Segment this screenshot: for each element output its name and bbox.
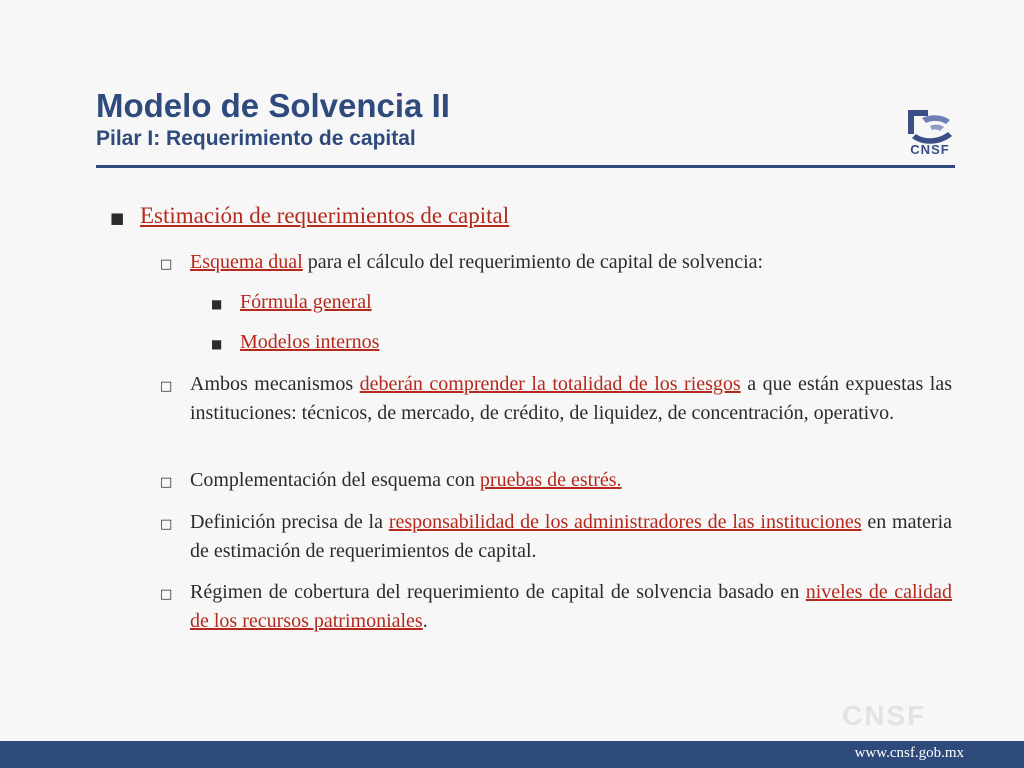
item-text: para el cálculo del requerimiento de capital de solvencia: (302, 251, 764, 273)
hollow-square-bullet-icon: □ (160, 257, 173, 272)
logo-text: CNSF (910, 142, 950, 157)
item-text: Definición precisa de la (190, 511, 389, 533)
item-text: . (422, 610, 428, 632)
item-text: Ambos mecanismos (190, 373, 360, 395)
link-responsabilidad-administradores[interactable]: responsabilidad de los administradores de las instituciones (388, 511, 862, 533)
filled-square-bullet-icon: ■ (211, 337, 223, 351)
list-item (190, 248, 952, 277)
link-modelos-internos[interactable]: Modelos internos (240, 331, 380, 353)
list-item (190, 508, 952, 566)
item-text: en materia de estimación de requerimientos de capital. (190, 511, 953, 562)
list-item (190, 578, 952, 636)
hollow-square-bullet-icon: □ (160, 587, 173, 602)
link-estimacion-requerimientos[interactable]: Estimación de requerimientos de capital (140, 203, 510, 228)
hollow-square-bullet-icon: □ (160, 475, 173, 490)
footer-bar (0, 741, 1024, 768)
cnsf-logo-icon (900, 104, 960, 144)
slide-title: Modelo de Solvencia II (96, 87, 450, 124)
list-item (240, 328, 940, 357)
link-totalidad-riesgos[interactable]: deberán comprender la totalidad de los riesgos (359, 373, 741, 395)
link-pruebas-estres[interactable]: pruebas de estrés. (479, 469, 622, 491)
link-niveles-calidad[interactable]: niveles de calidad de los recursos patrimoniales (190, 581, 952, 632)
slide-subtitle: Pilar I: Requerimiento de capital (96, 127, 416, 150)
cnsf-logo (900, 104, 960, 158)
title-divider (96, 165, 955, 168)
list-item (240, 288, 940, 317)
item-text: Régimen de cobertura del requerimiento de capital de solvencia basado en (190, 581, 806, 603)
list-item (190, 370, 952, 428)
list-item (190, 466, 952, 495)
slide-header (96, 88, 450, 152)
footer-url-link[interactable]: www.cnsf.gob.mx (854, 745, 964, 761)
list-item (140, 201, 960, 231)
item-text: a que están expuestas las instituciones: técnicos, de mercado, de crédito, de liquidez, de concentración, operativo. (190, 373, 952, 424)
filled-square-bullet-icon: ■ (211, 297, 223, 311)
filled-square-bullet-icon: ■ (110, 209, 125, 227)
cnsf-watermark: CNSF (842, 700, 927, 731)
link-esquema-dual[interactable]: Esquema dual (190, 251, 303, 273)
item-text: Complementación del esquema con (190, 469, 480, 491)
link-formula-general[interactable]: Fórmula general (240, 291, 372, 313)
hollow-square-bullet-icon: □ (160, 517, 173, 532)
hollow-square-bullet-icon: □ (160, 379, 173, 394)
